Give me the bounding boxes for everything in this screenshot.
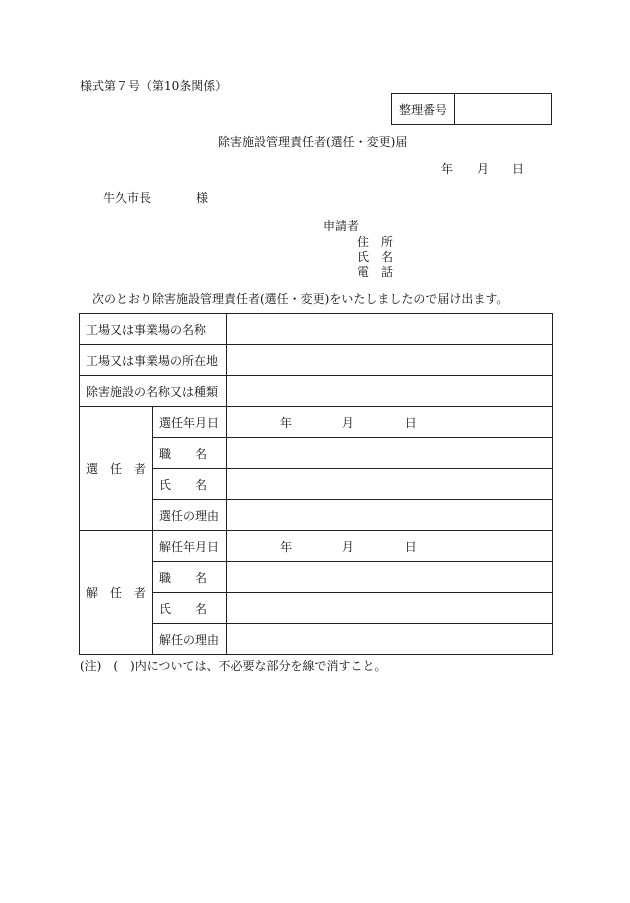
applicant-address-label: 住 所 bbox=[357, 235, 394, 249]
dismissed-date-month: 月 bbox=[341, 539, 354, 554]
dismissed-title-label: 職 名 bbox=[153, 562, 227, 593]
dismissed-reason-label: 解任の理由 bbox=[153, 624, 227, 655]
facility-name-field[interactable] bbox=[227, 376, 553, 407]
form-number: 様式第７号（第10条関係） bbox=[80, 79, 228, 93]
submission-date-year: 年 bbox=[441, 162, 454, 176]
appointed-date-month: 月 bbox=[341, 415, 354, 430]
dismissed-reason-field[interactable] bbox=[227, 624, 553, 655]
applicant-phone-label: 電 話 bbox=[357, 265, 394, 279]
appointed-person-group-label: 選 任 者 bbox=[80, 407, 153, 531]
factory-name-field[interactable] bbox=[227, 314, 553, 345]
table-row bbox=[80, 376, 553, 407]
appointed-reason-label: 選任の理由 bbox=[153, 500, 227, 531]
appointed-title-field[interactable] bbox=[227, 438, 553, 469]
notification-table bbox=[79, 313, 553, 655]
appointed-date-day: 日 bbox=[404, 415, 417, 430]
addressee-mayor: 牛久市長 bbox=[103, 191, 152, 205]
footnote: (注) ( )内については、不必要な部分を線で消すこと。 bbox=[80, 659, 387, 673]
dismissed-name-field[interactable] bbox=[227, 593, 553, 624]
factory-name-label: 工場又は事業場の名称 bbox=[80, 314, 227, 345]
appointed-date-field[interactable] bbox=[227, 407, 553, 438]
dismissed-person-group-label: 解 任 者 bbox=[80, 531, 153, 655]
reference-number-box bbox=[391, 93, 552, 125]
factory-location-label: 工場又は事業場の所在地 bbox=[80, 345, 227, 376]
table-row bbox=[80, 314, 553, 345]
appointed-name-label: 氏 名 bbox=[153, 469, 227, 500]
reference-number-field[interactable] bbox=[455, 94, 551, 124]
dismissed-date-day: 日 bbox=[404, 539, 417, 554]
dismissed-date-label: 解任年月日 bbox=[153, 531, 227, 562]
table-row bbox=[80, 531, 553, 562]
appointed-date-year: 年 bbox=[280, 415, 293, 430]
submission-date-day: 日 bbox=[512, 162, 525, 176]
intro-statement: 次のとおり除害施設管理責任者(選任・変更)をいたしましたので届け出ます。 bbox=[92, 292, 509, 306]
table-row bbox=[80, 407, 553, 438]
table-row bbox=[80, 345, 553, 376]
appointed-title-label: 職 名 bbox=[153, 438, 227, 469]
addressee-honorific: 様 bbox=[196, 191, 209, 205]
reference-number-label: 整理番号 bbox=[392, 94, 455, 124]
dismissed-date-field[interactable] bbox=[227, 531, 553, 562]
factory-location-field[interactable] bbox=[227, 345, 553, 376]
applicant-label: 申請者 bbox=[323, 219, 360, 233]
applicant-name-label: 氏 名 bbox=[357, 250, 394, 264]
dismissed-title-field[interactable] bbox=[227, 562, 553, 593]
document-title: 除害施設管理責任者(選任・変更)届 bbox=[218, 135, 408, 149]
appointed-reason-field[interactable] bbox=[227, 500, 553, 531]
dismissed-name-label: 氏 名 bbox=[153, 593, 227, 624]
appointed-name-field[interactable] bbox=[227, 469, 553, 500]
submission-date-month: 月 bbox=[477, 162, 490, 176]
appointed-date-label: 選任年月日 bbox=[153, 407, 227, 438]
dismissed-date-year: 年 bbox=[280, 539, 293, 554]
facility-name-label: 除害施設の名称又は種類 bbox=[80, 376, 227, 407]
